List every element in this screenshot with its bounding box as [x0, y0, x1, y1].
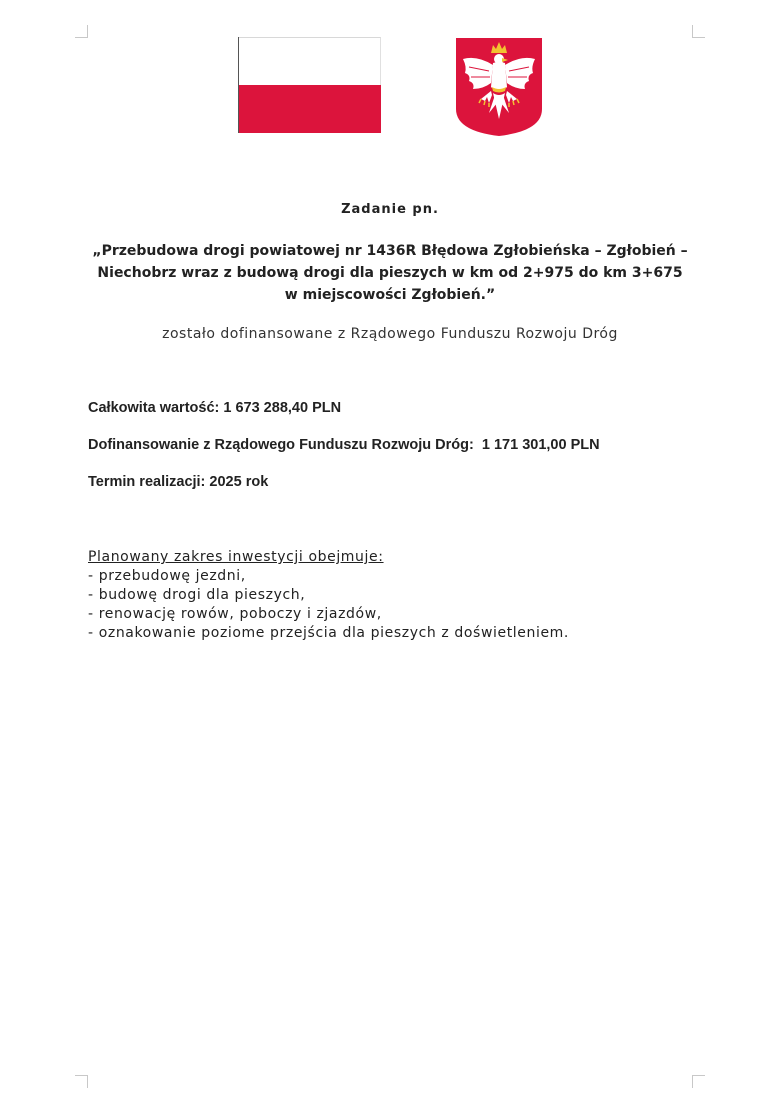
- white-eagle-emblem-icon: [455, 37, 543, 137]
- funding-note: zostało dofinansowane z Rządowego Funduszu Rozwoju Dróg: [162, 326, 618, 342]
- task-title: „Przebudowa drogi powiatowej nr 1436R Błędowa Zgłobieńska – Zgłobień – Niechobrz wraz z budową drogi dla pieszych w km od 2+975 do km 3+675 w miejscowości Zgłobień.”: [92, 243, 688, 303]
- total-value: Całkowita wartość: 1 673 288,40 PLN: [88, 400, 342, 416]
- corner-mark-top-right: [692, 25, 705, 38]
- corner-mark-bottom-left: [75, 1075, 88, 1088]
- flag-white-stripe: [239, 37, 381, 85]
- scope-item-ditches: - renowację rowów, poboczy i zjazdów,: [88, 606, 382, 622]
- cofinancing-amount: Dofinansowanie z Rządowego Funduszu Rozwoju Dróg: 1 171 301,00 PLN: [88, 437, 600, 453]
- corner-mark-top-left: [75, 25, 88, 38]
- scope-heading: Planowany zakres inwestycji obejmuje:: [88, 549, 384, 565]
- flag-red-stripe: [239, 85, 381, 133]
- polish-flag-icon: [238, 37, 381, 133]
- scope-item-footpath: - budowę drogi dla pieszych,: [88, 587, 306, 603]
- task-heading: Zadanie pn.: [341, 202, 439, 217]
- investment-scope: [88, 548, 708, 643]
- scope-item-roadway: - przebudowę jezdni,: [88, 568, 246, 584]
- completion-term: Termin realizacji: 2025 rok: [88, 474, 269, 490]
- corner-mark-bottom-right: [692, 1075, 705, 1088]
- scope-item-marking: - oznakowanie poziome przejścia dla pieszych z doświetleniem.: [88, 625, 569, 641]
